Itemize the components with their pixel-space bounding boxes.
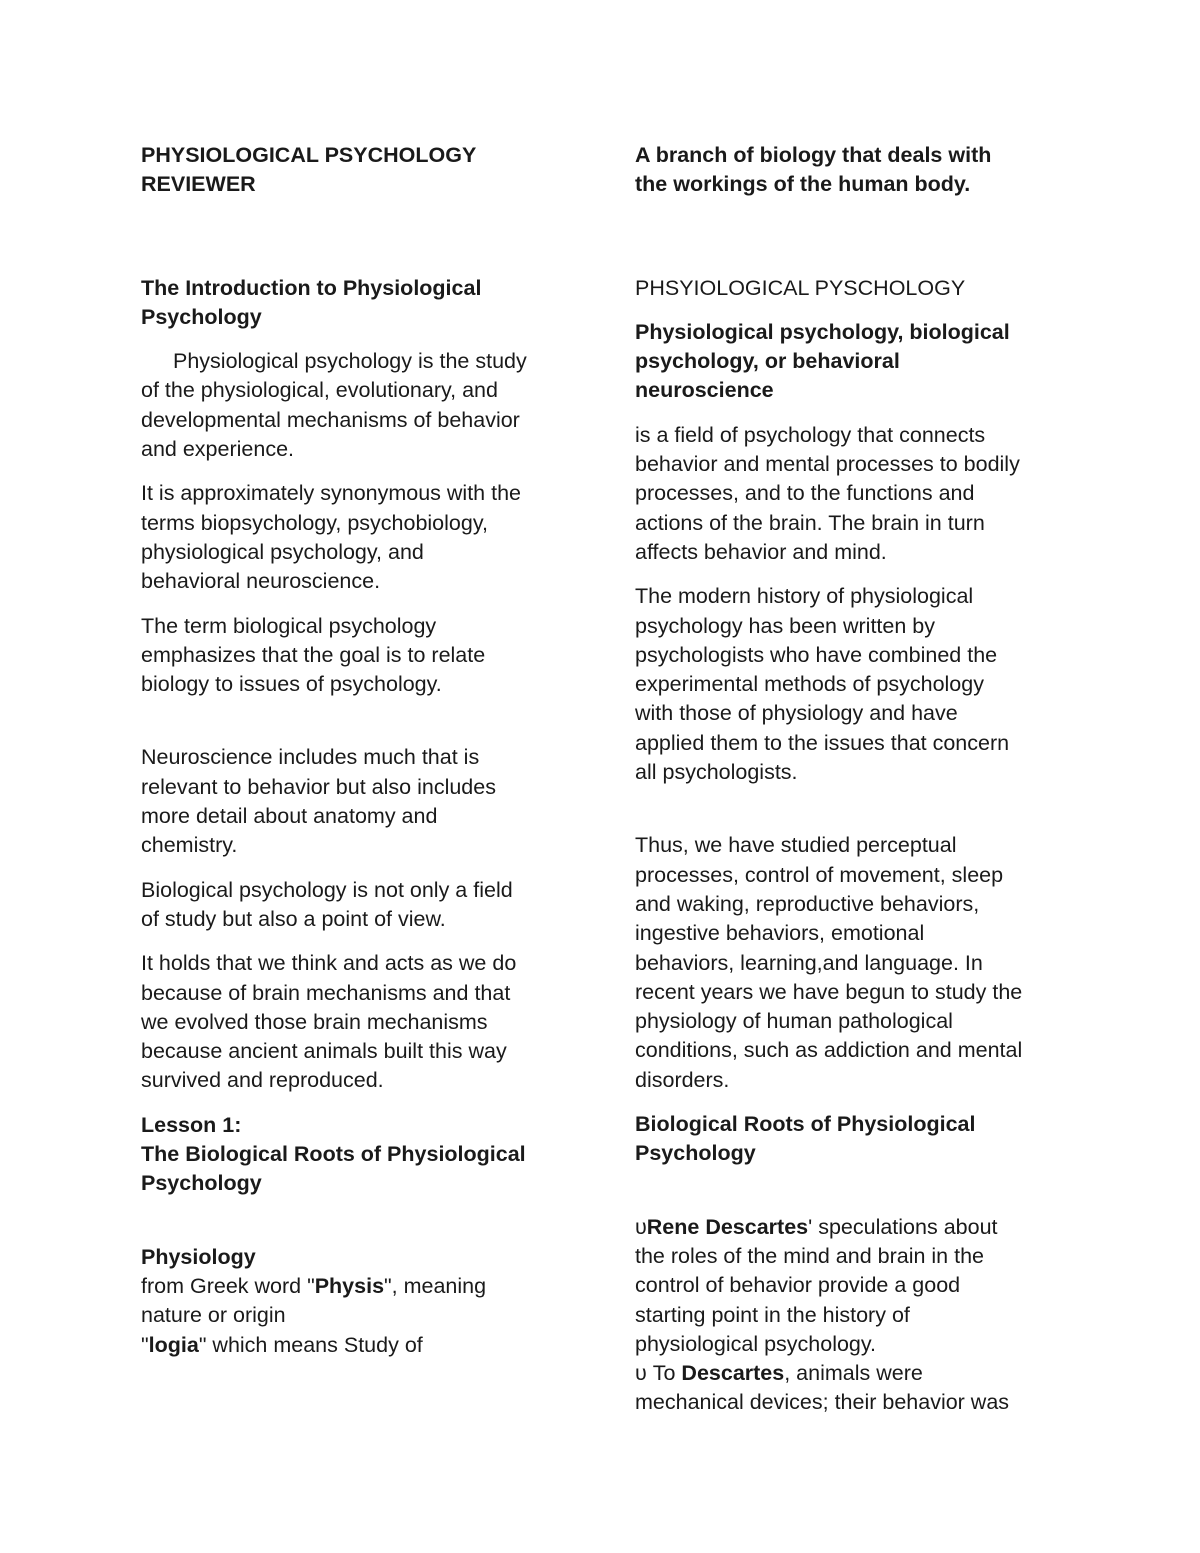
section-title: PHSYIOLOGICAL PYSCHOLOGY bbox=[635, 275, 966, 300]
physiology-heading: Physiology bbox=[141, 1244, 256, 1269]
terms-heading: Physiological psychology, biological psychology, or behavioral neuroscience bbox=[635, 319, 1010, 403]
biological-roots-heading: Biological Roots of Physiological Psychology bbox=[635, 1112, 976, 1166]
intro-heading: The Introduction to Physiological Psychology bbox=[141, 275, 482, 329]
intro-paragraph-2: It is approximately synonymous with the terms biopsychology, psychobiology, physiological psychology, and behavioral neuroscience. bbox=[141, 481, 521, 594]
bullet-icon: υ bbox=[635, 1214, 647, 1239]
document-title: PHYSIOLOGICAL PSYCHOLOGY REVIEWER bbox=[141, 143, 477, 197]
research-topics-paragraph: Thus, we have studied perceptual processes, control of movement, sleep and waking, reproductive behaviors, ingestive behaviors, emotional behaviors, learning,and language. In recent years we have begun to study the physiology of human pathological conditions, such as addiction and mental disorders. bbox=[635, 833, 1023, 1092]
left-column bbox=[141, 141, 581, 1360]
intro-paragraph-1: Physiological psychology is the study of the physiological, evolutionary, and developmental mechanisms of behavior and experience. bbox=[141, 349, 527, 462]
bullet-icon: υ bbox=[635, 1361, 647, 1386]
descartes-paragraph: υRene Descartes' speculations about the roles of the mind and brain in the control of behavior provide a good starting point in the history of physiological psychology. υ To Descartes, animals were mechanical devices; their behavior was bbox=[635, 1214, 1010, 1415]
biological-psychology-paragraph: Biological psychology is not only a field of study but also a point of view. bbox=[141, 877, 513, 931]
physiology-definition: Physiology from Greek word "Physis", meaning nature or origin "logia" which means Study of bbox=[141, 1244, 487, 1357]
lesson-heading: Lesson 1: The Biological Roots of Physiological Psychology bbox=[141, 1112, 526, 1196]
branch-definition: A branch of biology that deals with the workings of the human body. bbox=[635, 143, 992, 197]
neuroscience-paragraph: Neuroscience includes much that is relevant to behavior but also includes more detail about anatomy and chemistry. bbox=[141, 745, 496, 858]
brain-mechanisms-paragraph: It holds that we think and acts as we do because of brain mechanisms and that we evolved those brain mechanisms because ancient animals built this way survived and reproduced. bbox=[141, 951, 517, 1093]
field-paragraph: is a field of psychology that connects behavior and mental processes to bodily processes, and to the functions and actions of the brain. The brain in turn affects behavior and mind. bbox=[635, 422, 1020, 564]
intro-paragraph-3: The term biological psychology emphasizes that the goal is to relate biology to issues of psychology. bbox=[141, 613, 486, 697]
history-paragraph: The modern history of physiological psychology has been written by psychologists who have combined the experimental methods of psychology with those of physiology and have applied them to the issues that concern all psychologists. bbox=[635, 584, 1010, 785]
right-column bbox=[635, 141, 1075, 1418]
